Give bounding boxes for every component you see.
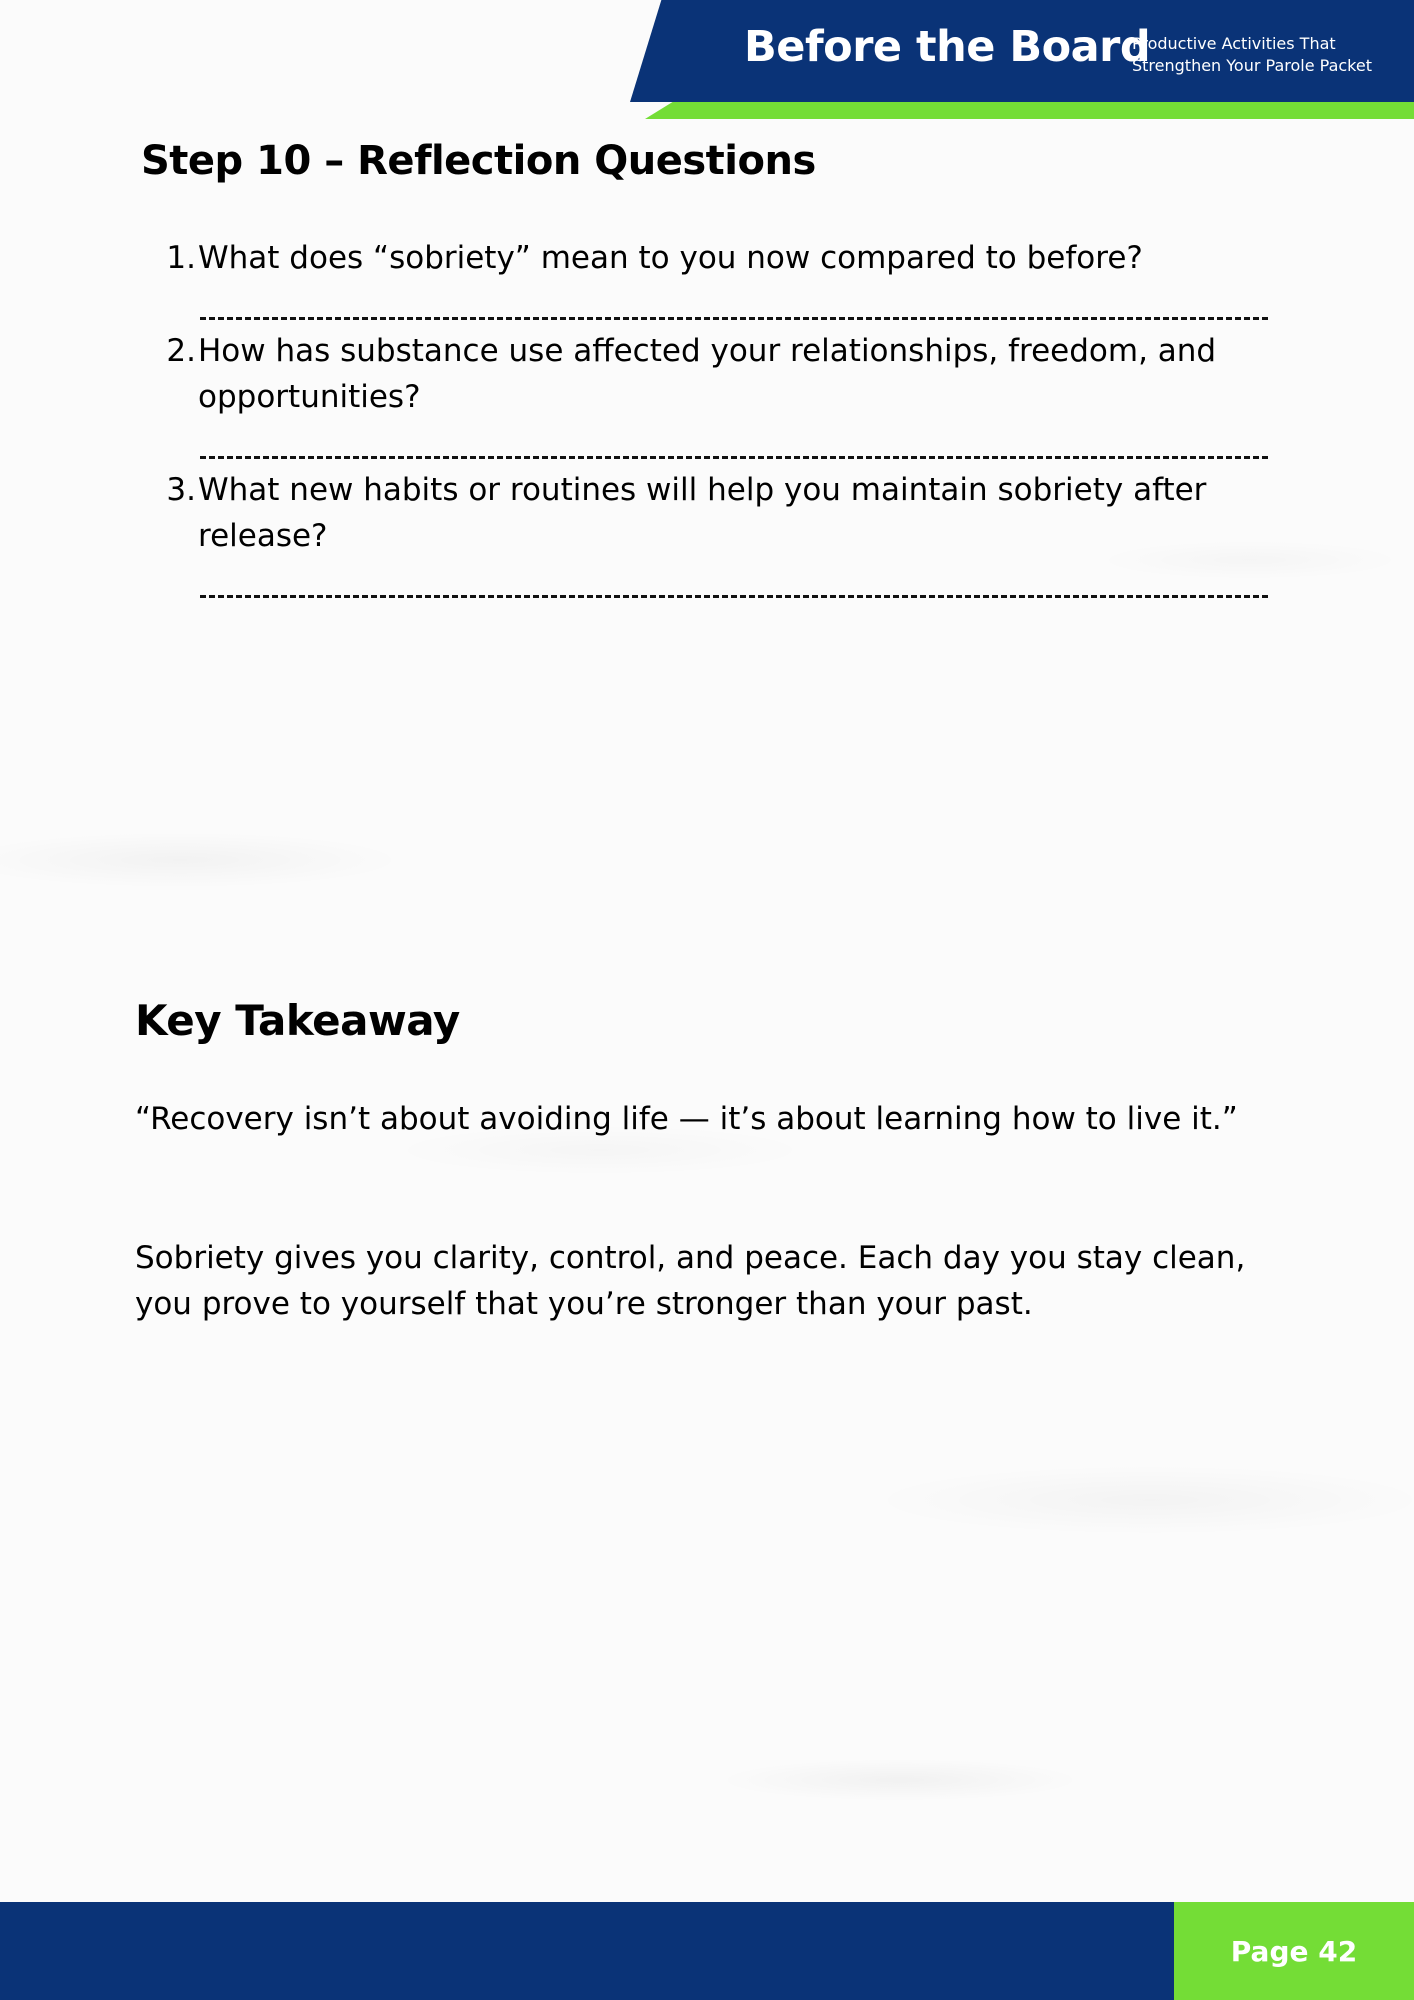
question-text: How has substance use affected your relationships, freedom, and opportunities? (198, 333, 1217, 415)
header-accent-bar (645, 100, 1414, 119)
document-subtitle (1132, 33, 1402, 77)
subtitle-line-1: Productive Activities That (1132, 34, 1336, 53)
answer-line (200, 456, 1268, 459)
takeaway-quote: “Recovery isn’t about avoiding life — it’s about learning how to live it.” (135, 1101, 1238, 1137)
answer-line (200, 595, 1268, 598)
takeaway-title: Key Takeaway (135, 996, 460, 1045)
question-number: 2. (166, 333, 196, 369)
page-number: Page 42 (1230, 1934, 1358, 1968)
section-title: Step 10 – Reflection Questions (141, 138, 816, 184)
document-title: Before the Board (744, 22, 1151, 72)
answer-line (200, 317, 1268, 320)
question-text: What new habits or routines will help you maintain sobriety after release? (198, 472, 1207, 554)
takeaway-body: Sobriety gives you clarity, control, and peace. Each day you stay clean, you prove to yourself that you’re stronger than your past. (135, 1240, 1246, 1322)
subtitle-line-2: Strengthen Your Parole Packet (1132, 56, 1372, 75)
question-text: What does “sobriety” mean to you now compared to before? (198, 240, 1143, 276)
question-number: 3. (166, 472, 196, 508)
footer-bar (0, 1902, 1174, 2000)
question-number: 1. (166, 240, 196, 276)
page-number-box (1174, 1902, 1414, 2000)
